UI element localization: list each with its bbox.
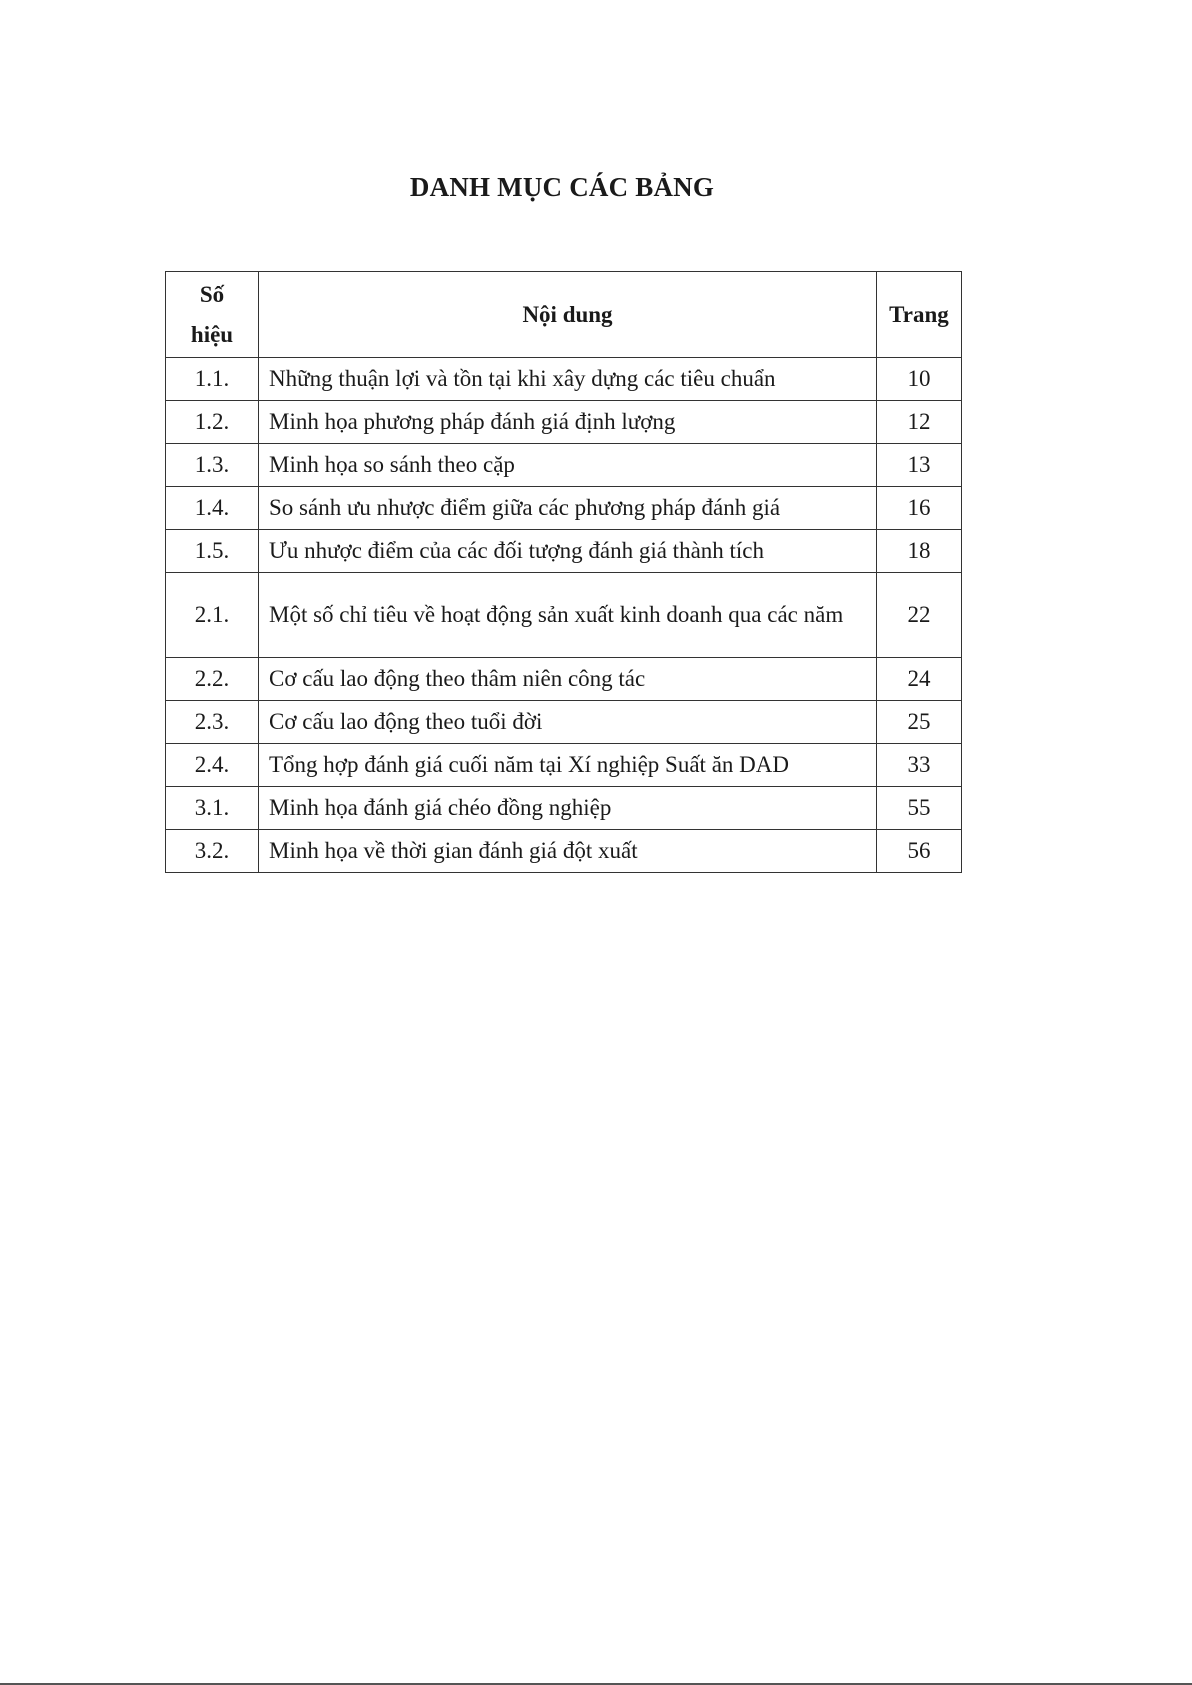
- row-number: 1.2.: [166, 401, 259, 444]
- table-row: [166, 830, 962, 873]
- table-row: [166, 401, 962, 444]
- row-content: Ưu nhược điểm của các đối tượng đánh giá thành tích: [259, 530, 877, 573]
- table-row: [166, 658, 962, 701]
- row-number: 2.2.: [166, 658, 259, 701]
- row-number: 3.1.: [166, 787, 259, 830]
- row-number: 3.2.: [166, 830, 259, 873]
- header-content: Nội dung: [259, 272, 877, 358]
- row-content: Tổng hợp đánh giá cuối năm tại Xí nghiệp Suất ăn DAD: [259, 744, 877, 787]
- row-page: 25: [877, 701, 962, 744]
- table-row: [166, 701, 962, 744]
- row-content: Cơ cấu lao động theo thâm niên công tác: [259, 658, 877, 701]
- row-page: 24: [877, 658, 962, 701]
- row-page: 12: [877, 401, 962, 444]
- row-page: 33: [877, 744, 962, 787]
- table-row: [166, 787, 962, 830]
- table-row: [166, 358, 962, 401]
- row-content: Minh họa về thời gian đánh giá đột xuất: [259, 830, 877, 873]
- row-page: 16: [877, 487, 962, 530]
- header-number-line2: hiệu: [190, 321, 234, 347]
- header-number: [166, 272, 259, 358]
- table-row: [166, 444, 962, 487]
- row-number: 1.5.: [166, 530, 259, 573]
- table-row: [166, 487, 962, 530]
- row-page: 18: [877, 530, 962, 573]
- table-row: [166, 530, 962, 573]
- row-number: 2.4.: [166, 744, 259, 787]
- page-title: DANH MỤC CÁC BẢNG: [409, 172, 715, 202]
- row-content: Cơ cấu lao động theo tuổi đời: [259, 701, 877, 744]
- row-page: 10: [877, 358, 962, 401]
- row-number: 2.1.: [166, 573, 259, 658]
- row-content: Minh họa đánh giá chéo đồng nghiệp: [259, 787, 877, 830]
- row-page: 13: [877, 444, 962, 487]
- row-content: Minh họa so sánh theo cặp: [259, 444, 877, 487]
- row-number: 1.3.: [166, 444, 259, 487]
- row-content: Những thuận lợi và tồn tại khi xây dựng các tiêu chuẩn: [259, 358, 877, 401]
- table-row: [166, 573, 962, 658]
- row-page: 56: [877, 830, 962, 873]
- header-number-line1: Số: [199, 281, 225, 307]
- row-number: 1.4.: [166, 487, 259, 530]
- row-page: 22: [877, 573, 962, 658]
- row-content: Một số chỉ tiêu về hoạt động sản xuất kinh doanh qua các năm: [259, 573, 877, 658]
- row-content: So sánh ưu nhược điểm giữa các phương pháp đánh giá: [259, 487, 877, 530]
- table-list: [165, 271, 962, 873]
- table-row: [166, 744, 962, 787]
- row-content: Minh họa phương pháp đánh giá định lượng: [259, 401, 877, 444]
- table-header-row: [166, 272, 962, 358]
- header-page: Trang: [877, 272, 962, 358]
- row-page: 55: [877, 787, 962, 830]
- row-number: 1.1.: [166, 358, 259, 401]
- row-number: 2.3.: [166, 701, 259, 744]
